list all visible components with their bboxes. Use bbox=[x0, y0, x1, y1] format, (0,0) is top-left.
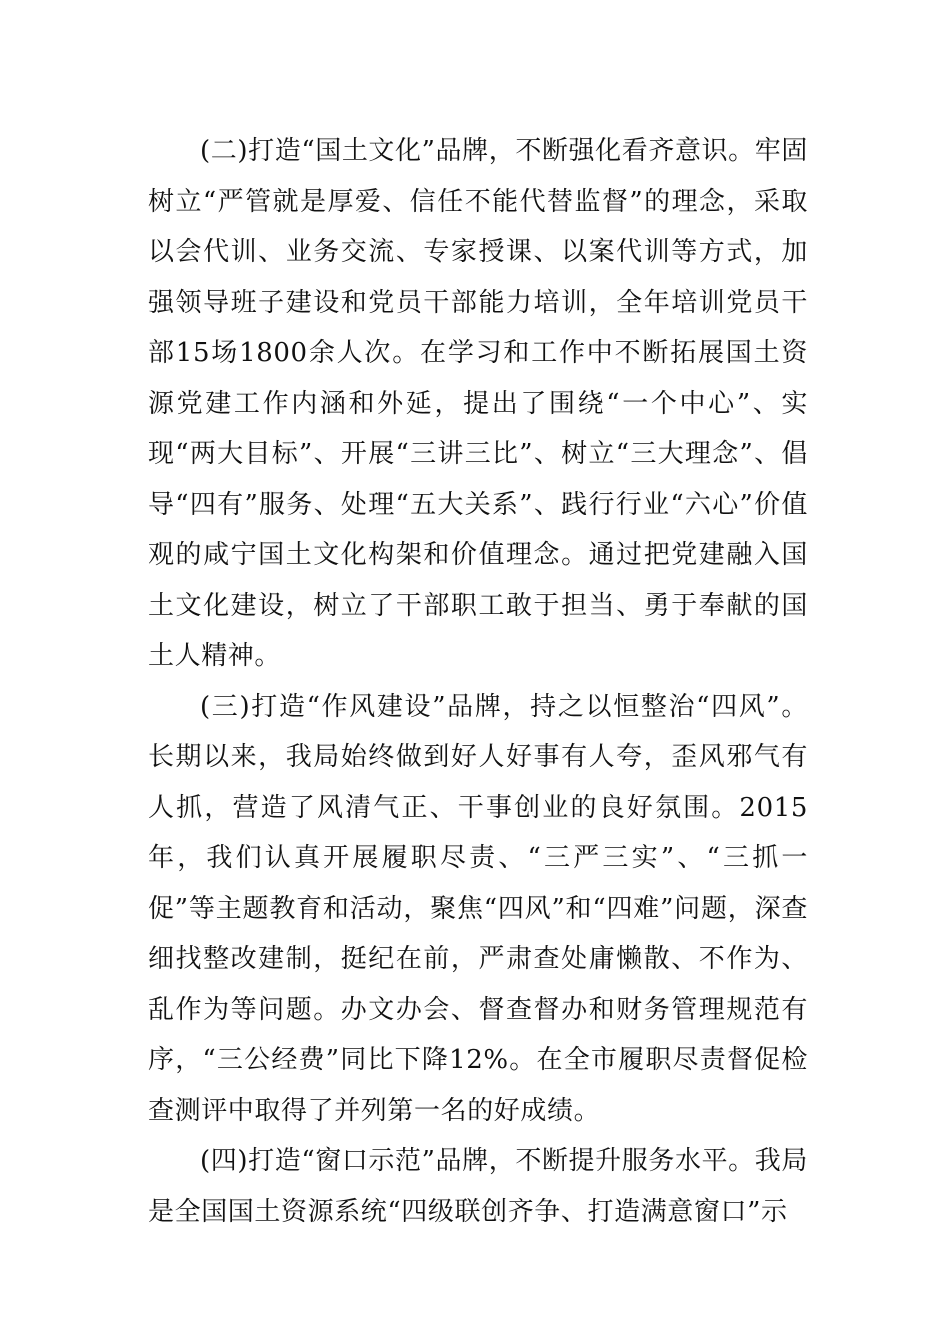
paragraph-window-service: (四)打造“窗口示范”品牌，不断提升服务水平。我局是全国国土资源系统“四级联创齐争、打造满意窗口”示 bbox=[148, 1146, 808, 1227]
paragraph-work-style: (三)打造“作风建设”品牌，持之以恒整治“四风”。长期以来，我局始终做到好人好事有人夸，歪风邪气有人抓，营造了风清气正、干事创业的良好氛围。2015年，我们认真开展履职尽责、“三严三实”、“三抓一促”等主题教育和活动，聚焦“四风”和“四难”问题，深查细找整改建制，挺纪在前，严肃查处庸懒散、不作为、乱作为等问题。办文办会、督查督办和财务管理规范有序，“三公经费”同比下降12%。在全市履职尽责督促检查测评中取得了并列第一名的好成绩。 bbox=[148, 691, 808, 1126]
paragraph-national-land-culture: (二)打造“国土文化”品牌，不断强化看齐意识。牢固树立“严管就是厚爱、信任不能代替监督”的理念，采取以会代训、业务交流、专家授课、以案代训等方式，加强领导班子建设和党员干部能力培训，全年培训党员干部15场1800余人次。在学习和工作中不断拓展国土资源党建工作内涵和外延，提出了围绕“一个中心”、实现“两大目标”、开展“三讲三比”、树立“三大理念”、倡导“四有”服务、处理“五大关系”、践行行业“六心”价值观的咸宁国土文化构架和价值理念。通过把党建融入国土文化建设，树立了干部职工敢于担当、勇于奉献的国土人精神。 bbox=[148, 136, 808, 671]
document-body bbox=[148, 126, 808, 1237]
